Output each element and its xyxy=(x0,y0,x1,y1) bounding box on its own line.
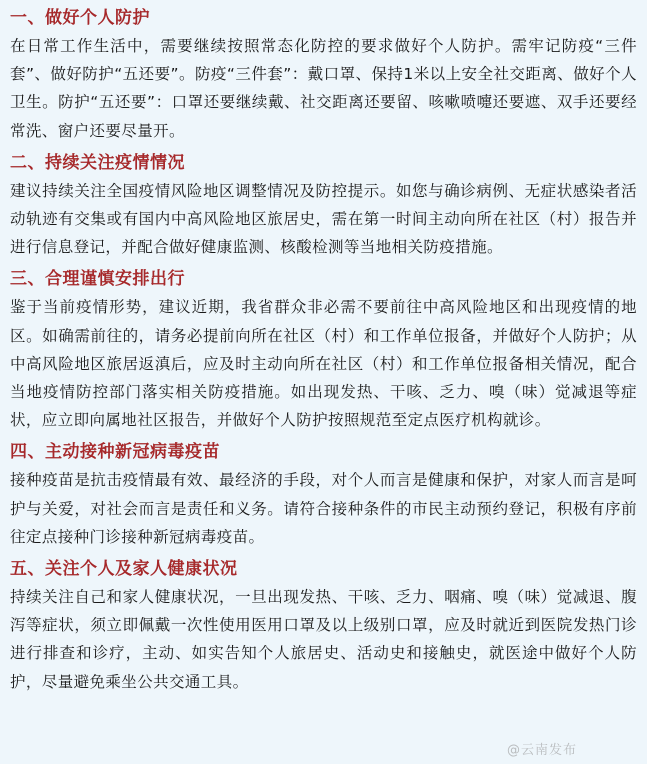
section-heading: 三、合理谨慎安排出行 xyxy=(10,269,185,290)
section-health-status xyxy=(10,551,637,696)
section-personal-protection xyxy=(10,0,637,145)
watermark: @云南发布 xyxy=(506,743,577,758)
section-heading: 二、持续关注疫情情况 xyxy=(10,152,185,173)
section-heading: 一、做好个人防护 xyxy=(10,8,150,28)
section-paragraph: 接种疫苗是抗击疫情最有效、最经济的手段，对个人而言是健康和保护，对家人而言是呵护与关爱，对社会而言是责任和义务。请符合接种条件的市民主动预约登记，积极有序前往定点接种门诊接种新冠病毒疫苗。 xyxy=(10,471,637,546)
section-follow-epidemic xyxy=(10,145,637,262)
section-paragraph: 鉴于当前疫情形势，建议近期，我省群众非必需不要前往中高风险地区和出现疫情的地区。如确需前往的，请务必提前向所在社区（村）和工作单位报备，并做好个人防护；从中高风险地区旅居返滇后，应及时主动向所在社区（村）和工作单位报备相关情况，配合当地疫情防控部门落实相关防疫措施。如出现发热、干咳、乏力、嗅（味）觉减退等症状，应立即向属地社区报告，并做好个人防护按照规范至定点医疗机构就诊。 xyxy=(10,298,637,430)
section-paragraph: 在日常工作生活中，需要继续按照常态化防控的要求做好个人防护。需牢记防疫“三件套”、做好防护“五还要”。防疫“三件套”：戴口罩、保持1米以上安全社交距离、做好个人卫生。防护“五还要”：口罩还要继续戴、社交距离还要留、咳嗽喷嚏还要遮、双手还要经常洗、窗户还要尽量开。 xyxy=(10,37,637,140)
section-heading: 四、主动接种新冠病毒疫苗 xyxy=(10,442,220,463)
section-paragraph: 建议持续关注全国疫情风险地区调整情况及防控提示。如您与确诊病例、无症状感染者活动轨迹有交集或有国内中高风险地区旅居史，需在第一时间主动向所在社区（村）报告并进行信息登记，并配合做好健康监测、核酸检测等当地相关防疫措施。 xyxy=(10,181,637,257)
section-heading: 五、关注个人及家人健康状况 xyxy=(10,559,238,580)
section-vaccination xyxy=(10,434,637,551)
section-travel-planning xyxy=(10,261,637,434)
section-paragraph: 持续关注自己和家人健康状况，一旦出现发热、干咳、乏力、咽痛、嗅（味）觉减退、腹泻等症状，须立即佩戴一次性使用医用口罩及以上级别口罩，应及时就近到医院发热门诊进行排查和诊疗，主动、如实告知个人旅居史、活动史和接触史，就医途中做好个人防护，尽量避免乘坐公共交通工具。 xyxy=(10,588,637,691)
